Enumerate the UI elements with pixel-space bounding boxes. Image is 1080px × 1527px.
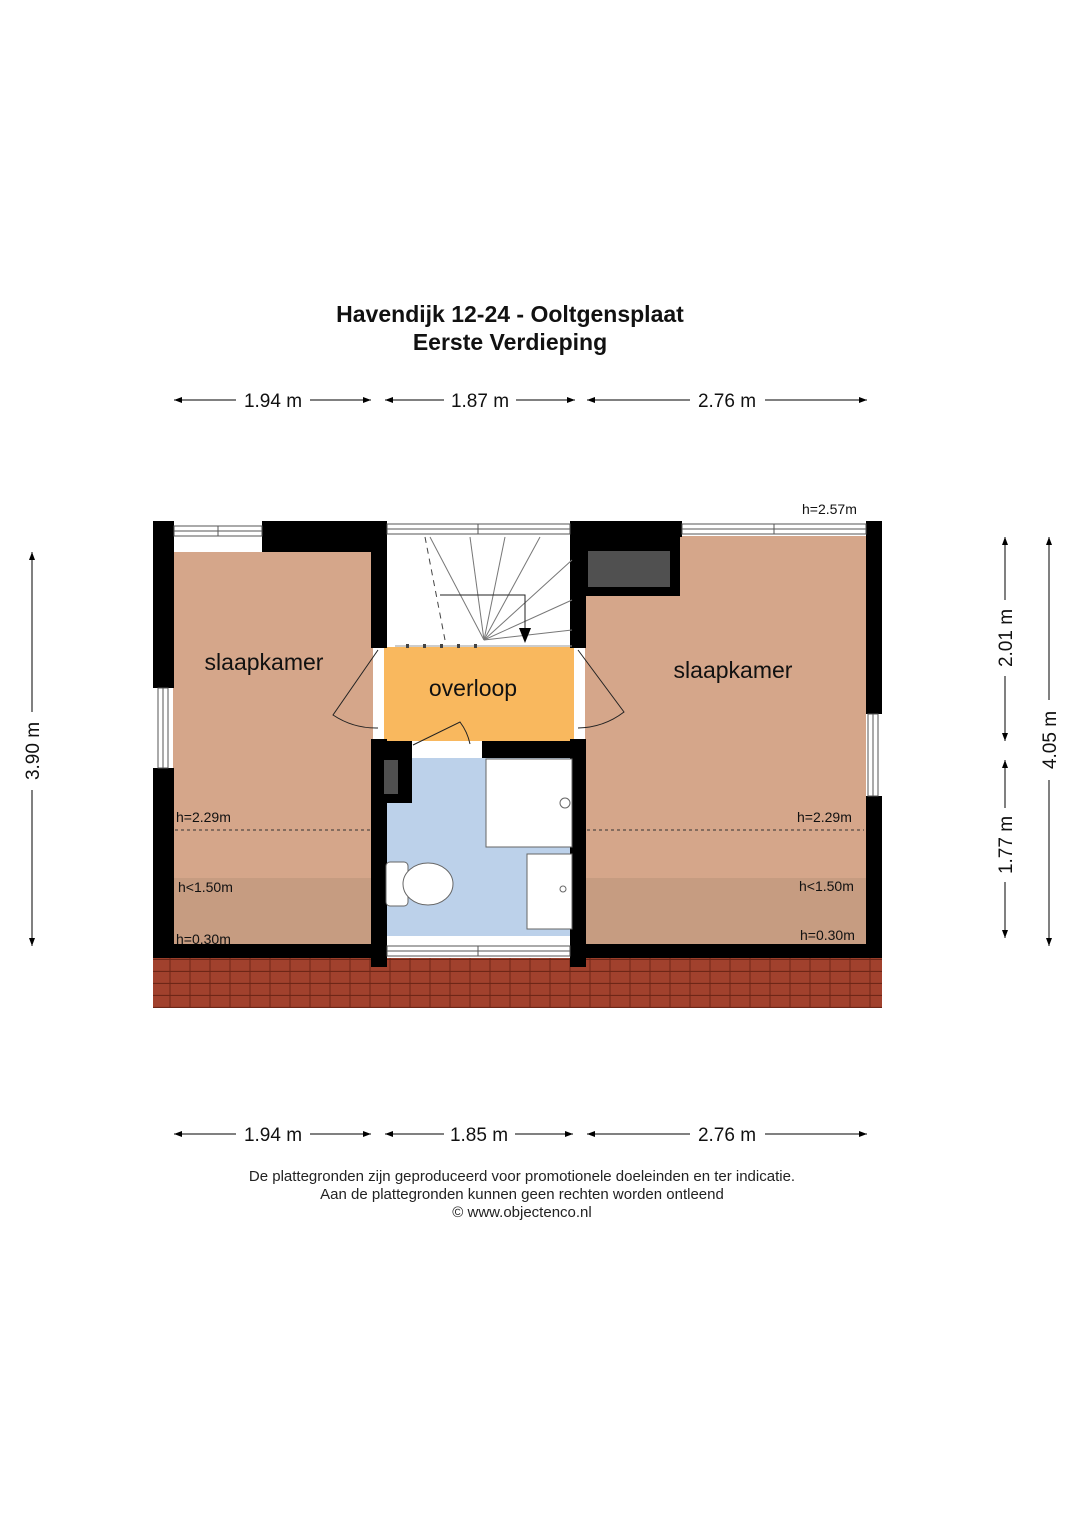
plan-subtitle: Eerste Verdieping — [412, 329, 608, 355]
ceiling-height-label: h=2.57m — [802, 501, 857, 517]
copyright-link[interactable]: © www.objectenco.nl — [452, 1204, 592, 1221]
right-dim-total: 4.05 m — [1040, 710, 1061, 770]
top-dim-3: 2.76 m — [697, 391, 757, 412]
bottom-dim-3: 2.76 m — [697, 1125, 757, 1146]
bathroom-shaft — [384, 760, 398, 794]
right-bedroom-label: slaapkamer — [673, 657, 793, 683]
roof-tiles — [153, 958, 882, 1008]
top-dim-2: 1.87 m — [450, 391, 510, 412]
left-bedroom-label: slaapkamer — [204, 649, 324, 675]
bottom-dim-2: 1.85 m — [449, 1125, 509, 1146]
disclaimer-line-2: Aan de plattegronden kunnen geen rechten worden ontleend — [320, 1186, 724, 1203]
right-dim-lower: 1.77 m — [996, 815, 1017, 875]
right-height-150: h<1.50m — [799, 878, 854, 894]
left-height-229: h=2.29m — [176, 809, 231, 825]
disclaimer-line-1: De plattegronden zijn geproduceerd voor promotionele doeleinden en ter indicatie. — [248, 1168, 796, 1185]
left-height-030: h=0.30m — [176, 931, 231, 947]
right-height-229: h=2.29m — [797, 809, 852, 825]
left-height-150: h<1.50m — [178, 879, 233, 895]
right-dim-upper: 2.01 m — [996, 608, 1017, 668]
top-dim-1: 1.94 m — [243, 391, 303, 412]
landing-label: overloop — [428, 675, 518, 701]
chimney-shaft — [588, 551, 670, 587]
right-height-030: h=0.30m — [800, 927, 855, 943]
plan-title: Havendijk 12-24 - Ooltgensplaat — [336, 301, 684, 327]
left-dim: 3.90 m — [23, 721, 44, 781]
bottom-dim-1: 1.94 m — [243, 1125, 303, 1146]
